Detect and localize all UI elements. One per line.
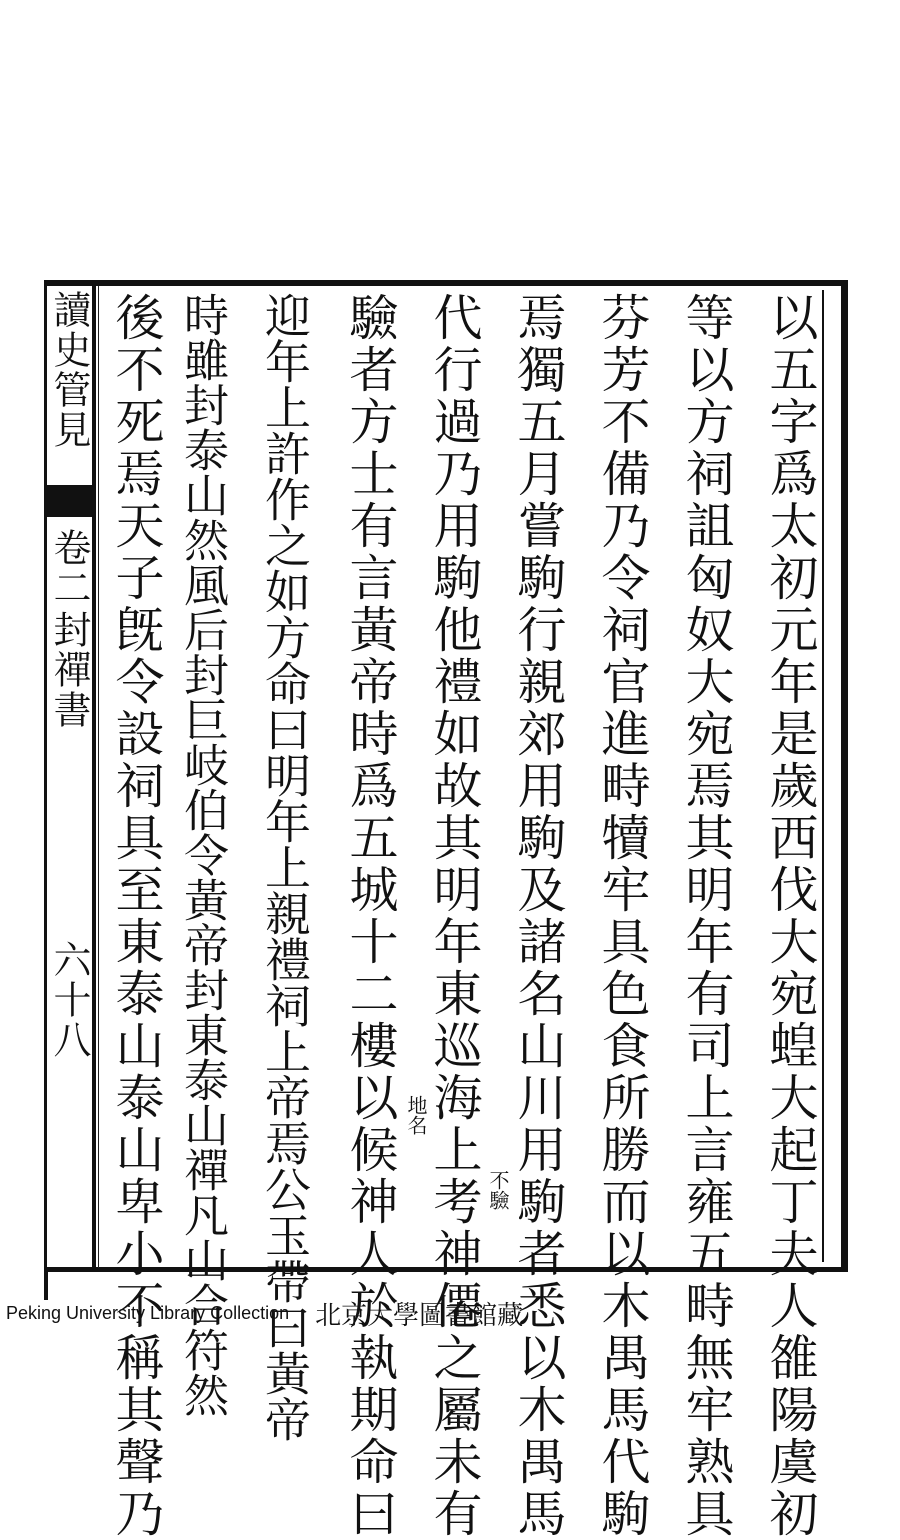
margin-note-buyan: 不驗 [486,1170,510,1210]
gutter-bottom-rule [44,1268,48,1300]
margin-note-diming: 地名 [404,1095,428,1135]
fish-tail-mark [46,485,92,517]
collection-footer [6,1298,524,1331]
text-column-5: 代行過乃用駒他禮如故其明年東巡海上考神僊之屬未有 [426,292,483,1540]
right-inner-rule [822,290,824,1262]
gutter-rule [92,286,96,1268]
text-column-9: 後不死焉天子旣令設祠具至東泰山泰山卑小不稱其聲乃 [108,292,165,1540]
collection-label-zh: 北京大學圖書館藏 [315,1300,524,1331]
collection-label-en: Peking University Library Collection [6,1302,290,1323]
text-column-6: 驗者方士有言黃帝時爲五城十二樓以候神人於執期命曰 [342,292,399,1540]
text-column-3: 芬芳不備乃令祠官進畤犢牢具色食所勝而以木禺馬代駒 [594,292,651,1540]
gutter-book-title: 讀史管見 [47,290,91,450]
gutter-chapter: 封禪書 [47,610,91,730]
text-column-1: 以五字爲太初元年是歲西伐大宛蝗大起丁夫人雒陽虞初 [762,292,819,1540]
text-column-8: 時雖封泰山然風后封巨岐伯令黃帝封東泰山禪凡山合符然 [176,292,229,1417]
gutter-rule-thin [98,286,99,1268]
page-number: 六十八 [47,940,91,1060]
text-column-2: 等以方祠詛匈奴大宛焉其明年有司上言雍五畤無牢熟具 [678,292,735,1540]
text-column-7: 迎年上許作之如方命曰明年上親禮祠上帝焉公玉帶曰黃帝 [258,292,312,1442]
text-column-4: 焉獨五月嘗駒行親郊用駒及諸名山川用駒者悉以木禺馬 [510,292,567,1540]
gutter-volume: 卷二 [47,528,91,608]
